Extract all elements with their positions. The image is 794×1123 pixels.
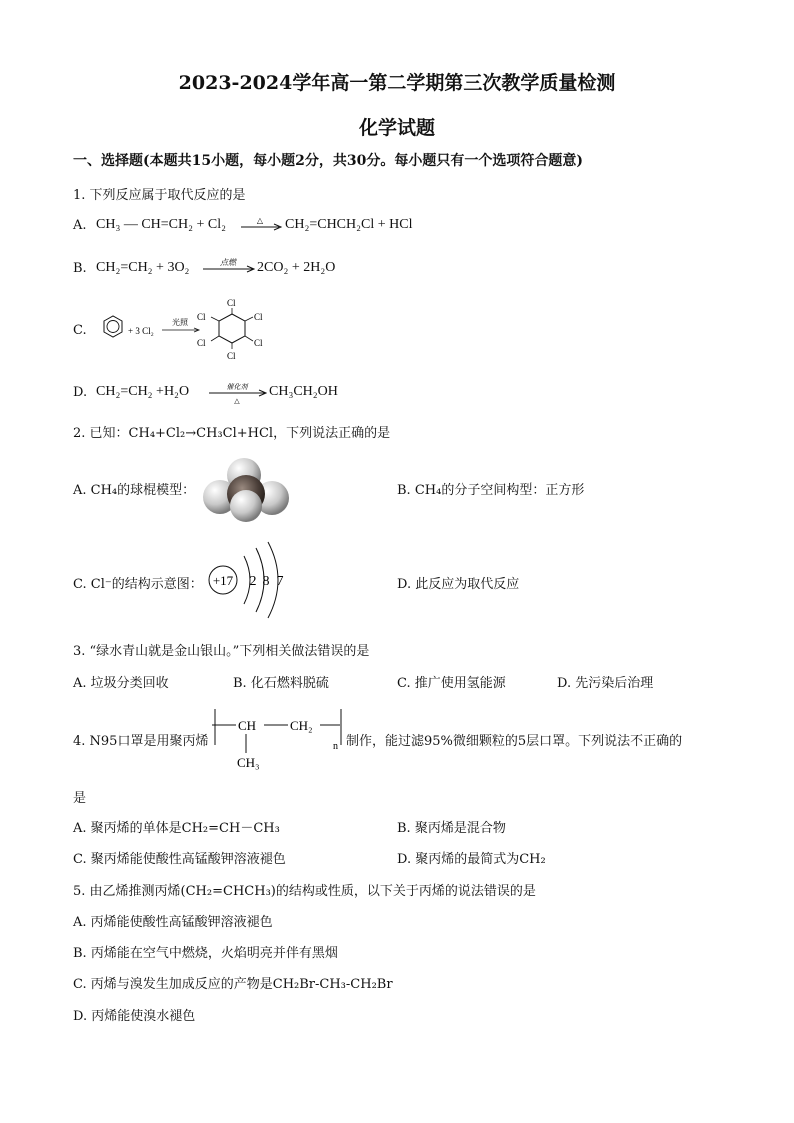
question-3-stem: 3. “绿水青山就是金山银山。”下列相关做法错误的是 bbox=[73, 644, 370, 659]
q4-option-c: C. 聚丙烯能使酸性高锰酸钾溶液褪色 bbox=[73, 852, 286, 867]
svg-text:催化剂: 催化剂 bbox=[226, 383, 248, 391]
q1-option-d-reactants: CH₂=CH₂ +H₂O bbox=[96, 384, 190, 399]
q1-option-a-arrow bbox=[241, 214, 283, 236]
q1-option-b-arrow bbox=[203, 255, 255, 277]
svg-text:Cl: Cl bbox=[197, 338, 206, 348]
q3-option-c: C. 推广使用氢能源 bbox=[397, 676, 506, 691]
q2-option-c: C. Cl⁻的结构示意图： bbox=[73, 577, 203, 592]
q2-option-a: A. CH₄的球棍模型： bbox=[73, 483, 196, 498]
q4-option-b: B. 聚丙烯是混合物 bbox=[397, 821, 506, 836]
svg-text:Cl: Cl bbox=[227, 351, 236, 361]
svg-text:8: 8 bbox=[262, 574, 270, 589]
q1-c-reagent: + 3 Cl₂ bbox=[128, 326, 154, 336]
svg-text:Cl: Cl bbox=[227, 298, 236, 308]
question-4-stem-end: 制作，能过滤95%微细颗粒的5层口罩。下列说法不正确的 bbox=[346, 734, 683, 749]
question-2-stem: 2. 已知：CH₄+Cl₂→CH₃Cl+HCl，下列说法正确的是 bbox=[73, 426, 391, 441]
q1-option-d-label: D. bbox=[73, 385, 88, 400]
q4-option-a: A. 聚丙烯的单体是CH₂=CH－CH₃ bbox=[73, 821, 280, 836]
q1-option-a-reactants: CH₃ — CH=CH₂ + Cl₂ bbox=[96, 217, 227, 232]
q1-c-condition: 光照 bbox=[172, 318, 188, 327]
q5-option-b: B. 丙烯能在空气中燃烧，火焰明亮并伴有黑烟 bbox=[73, 946, 338, 961]
hexachlorocyclohexane-icon bbox=[197, 298, 263, 361]
svg-text:Cl: Cl bbox=[254, 312, 263, 322]
q1-option-c-label: C. bbox=[73, 323, 87, 338]
question-1-stem: 1. 下列反应属于取代反应的是 bbox=[73, 188, 246, 203]
q1-a-condition: △ bbox=[256, 216, 264, 225]
svg-text:△: △ bbox=[234, 397, 240, 405]
svg-text:2: 2 bbox=[249, 574, 257, 589]
q5-option-d: D. 丙烯能使溴水褪色 bbox=[73, 1009, 196, 1024]
q1-option-c-diagram bbox=[90, 292, 280, 364]
section-heading: 一、选择题(本题共15小题，每小题2分，共30分。每小题只有一个选项符合题意) bbox=[73, 153, 583, 169]
svg-text:7: 7 bbox=[276, 574, 284, 589]
q1-option-a-label: A. bbox=[73, 218, 87, 233]
q1-b-condition: 点燃 bbox=[220, 258, 236, 267]
methane-ball-model-icon bbox=[200, 451, 292, 523]
svg-text:n: n bbox=[333, 741, 338, 752]
q1-option-a-products: CH₂=CHCH₂Cl + HCl bbox=[285, 217, 413, 232]
q3-option-a: A. 垃圾分类回收 bbox=[73, 676, 169, 691]
chloride-ion-structure-diagram bbox=[204, 540, 304, 620]
q1-option-d-arrow bbox=[209, 379, 267, 407]
question-4-stem-start: 4. N95口罩是用聚丙烯 bbox=[73, 734, 209, 749]
benzene-ring-icon bbox=[104, 316, 122, 337]
q4-option-d: D. 聚丙烯的最简式为CH₂ bbox=[397, 852, 546, 867]
q1-option-b-products: 2CO₂ + 2H₂O bbox=[257, 260, 336, 275]
polypropylene-structure bbox=[212, 703, 348, 771]
question-4-stem-continued: 是 bbox=[73, 791, 87, 806]
q2-option-d: D. 此反应为取代反应 bbox=[397, 577, 520, 592]
svg-text:+17: +17 bbox=[212, 573, 234, 588]
q3-option-d: D. 先污染后治理 bbox=[557, 676, 654, 691]
page-subtitle: 化学试题 bbox=[358, 117, 435, 139]
question-5-stem: 5. 由乙烯推测丙烯(CH₂=CHCH₃)的结构或性质，以下关于丙烯的说法错误的是 bbox=[73, 884, 536, 899]
svg-text:Cl: Cl bbox=[197, 312, 206, 322]
svg-text:CH₂: CH₂ bbox=[290, 718, 313, 733]
q5-option-c: C. 丙烯与溴发生加成反应的产物是CH₂Br-CH₃-CH₂Br bbox=[73, 977, 393, 992]
q1-option-d-products: CH₃CH₂OH bbox=[269, 384, 338, 399]
svg-text:Cl: Cl bbox=[254, 338, 263, 348]
q3-option-b: B. 化石燃料脱硫 bbox=[233, 676, 329, 691]
svg-text:CH: CH bbox=[238, 718, 257, 733]
q2-option-b: B. CH₄的分子空间构型：正方形 bbox=[397, 483, 585, 498]
q1-option-b-reactants: CH₂=CH₂ + 3O₂ bbox=[96, 260, 190, 275]
page-title: 2023-2024学年高一第二学期第三次教学质量检测 bbox=[178, 72, 616, 94]
q5-option-a: A. 丙烯能使酸性高锰酸钾溶液褪色 bbox=[73, 915, 273, 930]
q1-option-b-label: B. bbox=[73, 261, 87, 276]
svg-text:CH₃: CH₃ bbox=[237, 755, 260, 770]
